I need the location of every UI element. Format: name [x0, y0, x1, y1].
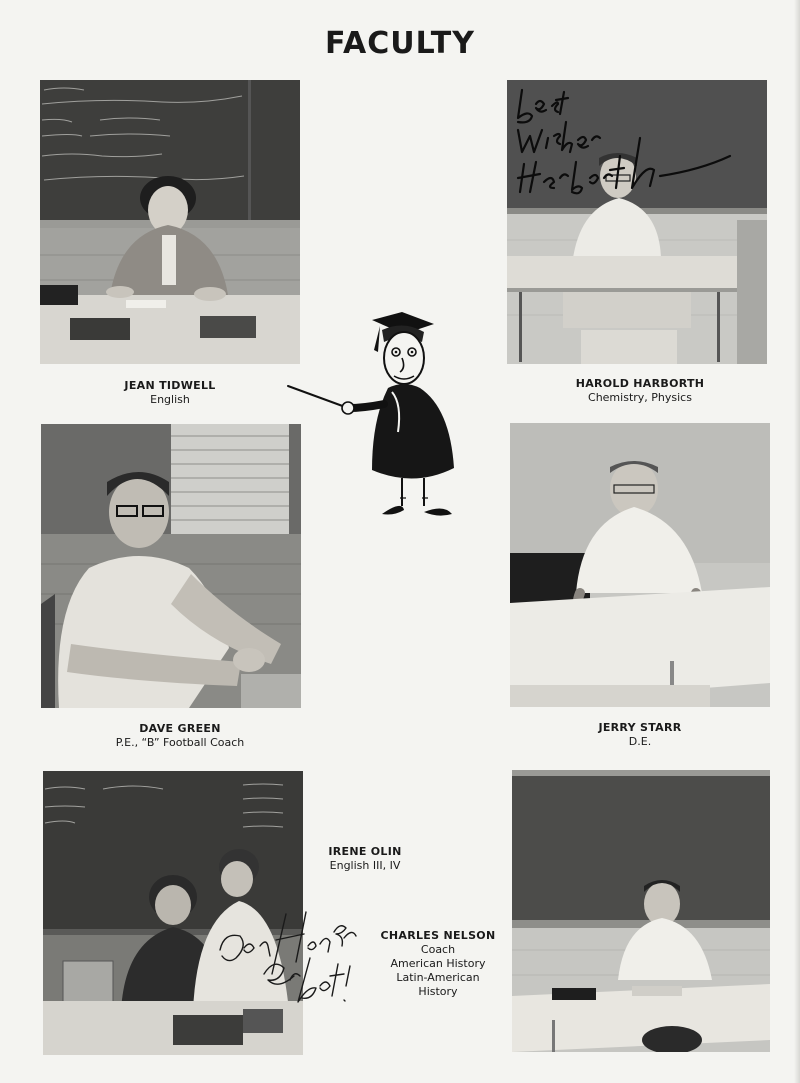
caption-irene-olin: [305, 845, 425, 873]
signature-olin: [210, 910, 360, 1020]
faculty-name: HAROLD HARBORTH: [575, 377, 705, 390]
faculty-role: P.E., “B” Football Coach: [115, 736, 245, 749]
faculty-name: CHARLES NELSON: [380, 929, 496, 942]
faculty-role: D.E.: [628, 735, 652, 748]
caption-harold-harborth: [555, 377, 725, 405]
faculty-role: Latin-American: [396, 971, 480, 984]
faculty-role: English: [150, 393, 190, 406]
photo-jean-tidwell: [40, 80, 300, 364]
faculty-role: Coach: [420, 943, 456, 956]
scan-edge: [794, 0, 800, 1083]
faculty-name: JERRY STARR: [598, 721, 682, 734]
professor-mascot-illustration: [284, 308, 474, 526]
faculty-name: IRENE OLIN: [328, 845, 402, 858]
faculty-role: Chemistry, Physics: [588, 391, 692, 404]
signature-harborth: [510, 78, 740, 196]
photo-charles-nelson: [512, 770, 770, 1052]
caption-jerry-starr: [570, 721, 710, 749]
caption-jean-tidwell: [90, 379, 250, 407]
caption-charles-nelson: [368, 929, 508, 999]
faculty-role: History: [418, 985, 458, 998]
faculty-role: American History: [390, 957, 486, 970]
faculty-name: DAVE GREEN: [139, 722, 221, 735]
page-title: FACULTY: [325, 26, 475, 61]
caption-dave-green: [80, 722, 280, 750]
faculty-role: English III, IV: [329, 859, 401, 872]
photo-jerry-starr: [510, 423, 770, 707]
photo-dave-green: [41, 424, 301, 708]
faculty-name: JEAN TIDWELL: [124, 379, 216, 392]
